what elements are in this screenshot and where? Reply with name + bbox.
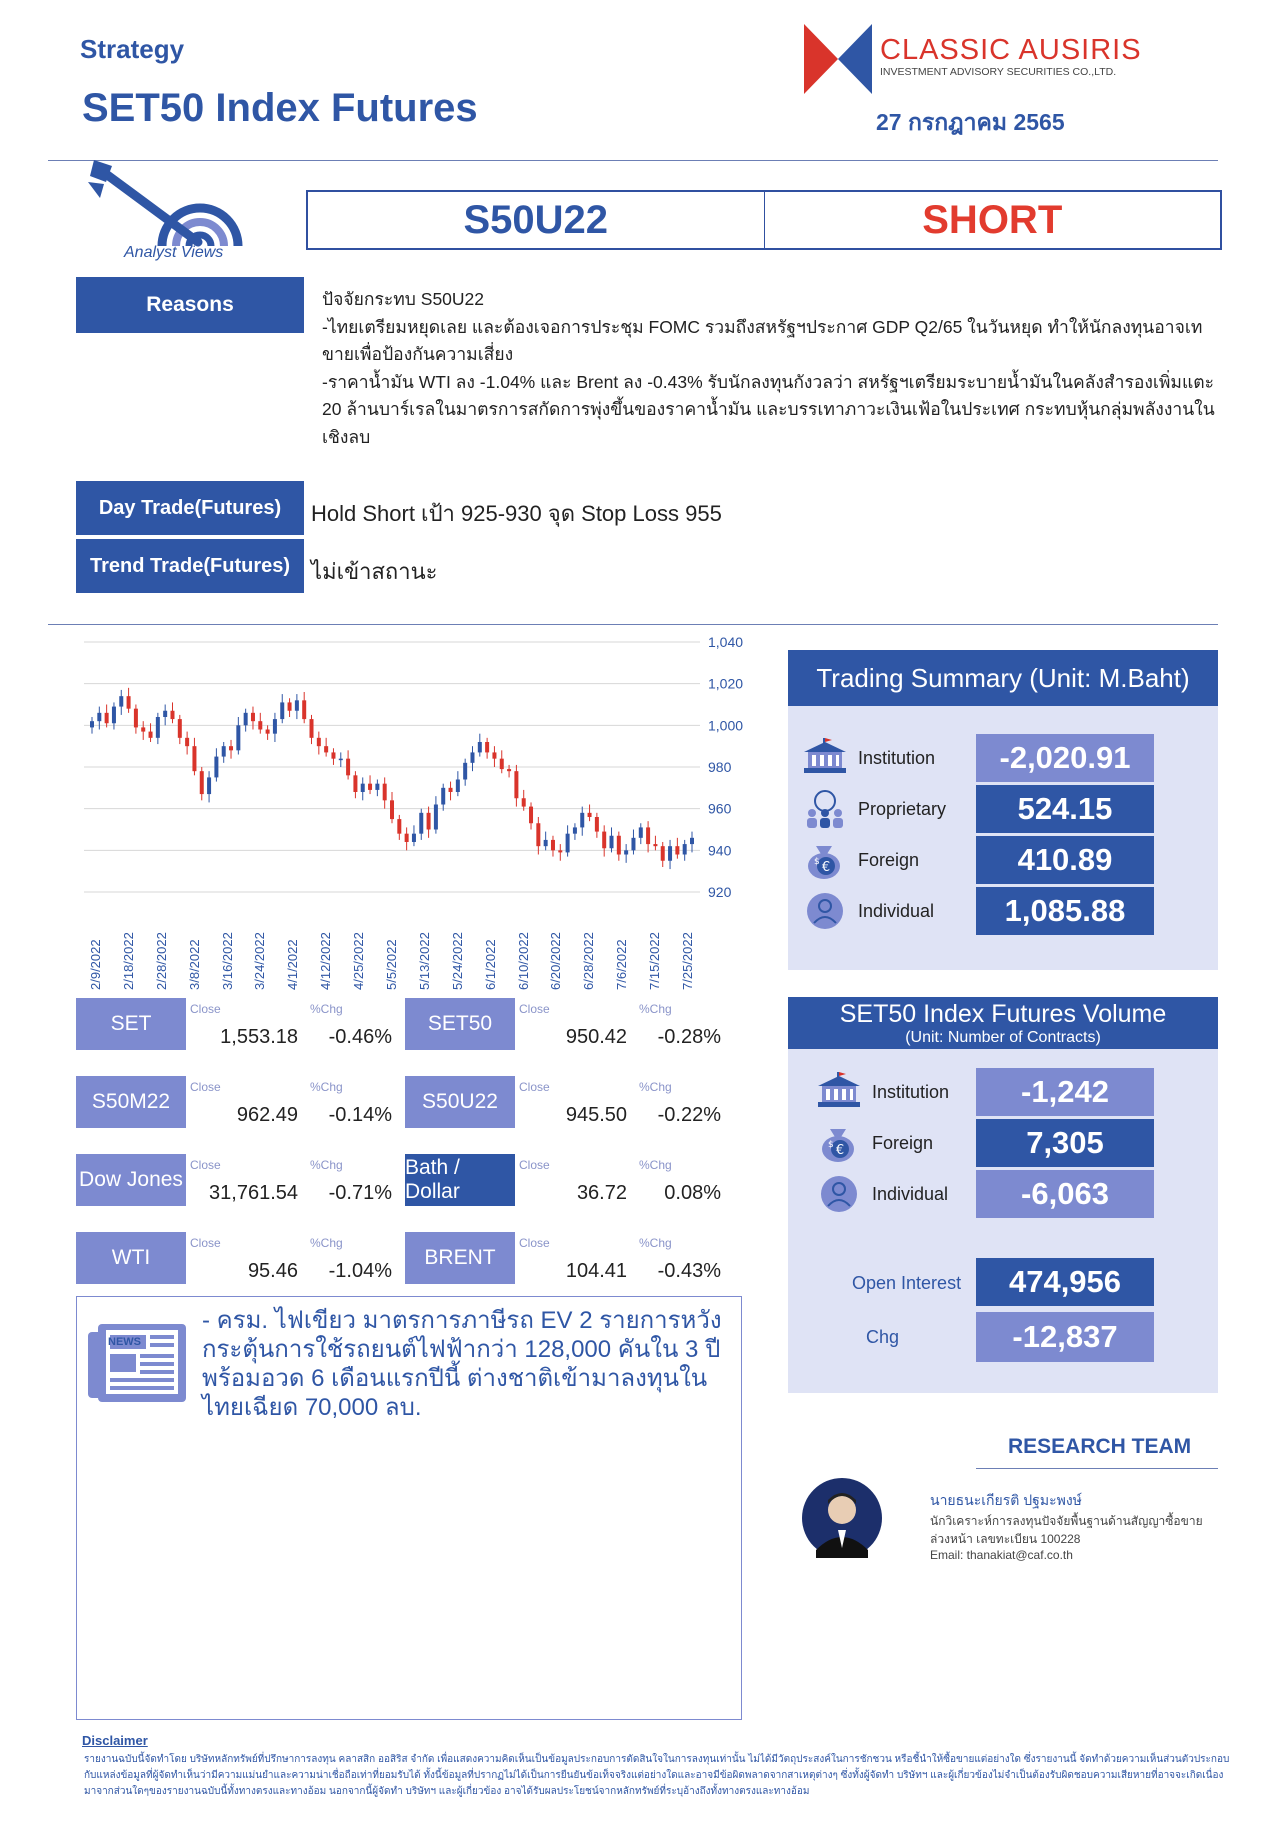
chart-x-tick: 3/16/2022: [219, 932, 235, 990]
candle-body: [97, 713, 101, 721]
candle-body: [478, 742, 482, 752]
person-icon: [802, 891, 848, 936]
open-interest-label: Open Interest: [852, 1273, 962, 1293]
candle-body: [317, 738, 321, 746]
candle-body: [573, 827, 577, 833]
research-team-title: RESEARCH TEAM: [1008, 1435, 1192, 1458]
trend-trade-text: ไม่เข้าสถานะ: [311, 559, 438, 584]
candle-body: [514, 771, 518, 798]
candle-body: [507, 769, 511, 771]
team-icon: [802, 789, 848, 834]
trading-summary-title: Trading Summary (Unit: M.Baht): [788, 650, 1218, 706]
chart-y-tick: 920: [708, 884, 732, 900]
candle-body: [485, 742, 489, 752]
summary-row-label: Foreign: [858, 850, 920, 870]
candle-body: [412, 834, 416, 842]
oi-chg-value: -12,837: [976, 1312, 1154, 1362]
chart-y-tick: 940: [708, 842, 732, 859]
chart-y-tick: 1,040: [708, 634, 744, 650]
candle-body: [368, 784, 372, 790]
summary-row-label: Individual: [858, 901, 935, 921]
candle-body: [375, 784, 379, 790]
candle-body: [690, 838, 694, 844]
set50-candlestick-chart: [70, 630, 744, 990]
disclaimer-text: รายงานฉบับนี้จัดทำโดย บริษัทหลักทรัพย์ที่ปรึกษาการลงทุน คลาสสิก ออสิริส จำกัด เพื่อแสดงความคิดเห็นเป็นข้อมูลประกอบการตัดสินใจในการลงทุนเท่านั้น ไม่ได้มีวัตถุประสงค์ในการชักชวน หรือชี้นำให้ซื้อขายแต่อย่างใด ซึ่งรายงานนี้ จัดทำด้วยความเห็นส่วนตัวประกอบกับแหล่งข้อมูลที่ผู้จัดทำเห็นว่ามีความแม่นยำและความน่าเชื่อถือเท่าที่ยอมรับได้ ทั้งนี้ข้อมูลที่ปรากฏไม่ได้เป็นการยืนยันข้อเท็จจริงแต่อย่างใดและอาจมีข้อผิดพลาดจากสาเหตุต่างๆ ซึ่งทั้งผู้จัดทำ บริษัทฯ และผู้เกี่ยวข้องไม่จำเป็นต้องรับผิดชอบความเสียหายที่อาจจะเกิดเนื่องมาจากส่วนใดๆของรายงานฉบับนี้ทั้งทางตรงและทางอ้อม นอกจากนี้ผู้จัดทำ บริษัทฯ และผู้เกี่ยวข้อง อาจได้รับผลประโยชน์จากหลักทรัพย์ที่ระบุอ้างถึงทั้งทางตรงและทางอ้อม: [84, 1754, 1230, 1797]
candle-body: [178, 719, 182, 738]
quote-name: SET: [76, 998, 186, 1050]
oi-chg-label: Chg: [866, 1327, 900, 1347]
quote-close-value: 36.72: [576, 1182, 627, 1204]
candle-body: [463, 763, 467, 780]
candle-body: [258, 721, 262, 729]
reason-line: -ไทยเตรียมหยุดเลย และต้องเจอการประชุม FOMC รวมถึงสหรัฐฯประกาศ GDP Q2/65 ในวันหยุด ทำให้นักลงทุนอาจเทขายเพื่อป้องกันความเสี่ยง: [322, 316, 1203, 364]
candle-body: [163, 711, 167, 717]
candle-body: [302, 700, 306, 719]
summary-row-label: Foreign: [872, 1133, 934, 1153]
reasons-text: [322, 286, 1232, 451]
candle-body: [646, 827, 650, 844]
bank-icon: [802, 738, 848, 779]
candle-body: [588, 813, 592, 817]
news-text: - ครม. ไฟเขียว มาตรการภาษีรถ EV 2 รายการหวังกระตุ้นการใช้รถยนต์ไฟฟ้ากว่า 128,000 คันใน 3 ปี พร้อมอวด 6 เดือนแรกปีนี้ ต่างชาติเข้ามาลงทุนในไทยเฉียด 70,000 ลบ.: [202, 1307, 722, 1421]
candle-body: [419, 813, 423, 834]
report-date: 27 กรกฎาคม 2565: [876, 109, 1065, 135]
quote-close-label: Close: [519, 1080, 550, 1094]
candle-body: [119, 696, 123, 706]
chart-x-tick: 5/24/2022: [449, 932, 465, 990]
candle-body: [580, 813, 584, 828]
quote-name: S50U22: [405, 1076, 515, 1128]
candle-body: [675, 846, 679, 854]
candle-body: [653, 844, 657, 846]
candle-body: [331, 752, 335, 758]
bank-icon: [816, 1072, 862, 1113]
disclaimer-title: Disclaimer: [82, 1733, 148, 1748]
candle-body: [383, 784, 387, 801]
section-label: Strategy: [80, 34, 185, 64]
futures-volume-title: SET50 Index Futures Volume: [839, 1000, 1167, 1028]
quote-close-label: Close: [190, 1080, 221, 1094]
quote-close-label: Close: [190, 1002, 221, 1016]
chart-x-tick: 3/8/2022: [186, 939, 202, 990]
quote-chg-label: %Chg: [310, 1002, 343, 1016]
candle-body: [346, 759, 350, 776]
candle-body: [441, 788, 445, 805]
divider: [48, 624, 1218, 625]
candle-body: [295, 700, 299, 710]
chart-y-tick: 1,000: [708, 717, 744, 734]
quote-chg-label: %Chg: [639, 1002, 672, 1016]
candle-body: [192, 746, 196, 771]
quote-name: BRENT: [405, 1232, 515, 1284]
summary-row-value: 524.15: [976, 785, 1154, 833]
candle-body: [639, 827, 643, 837]
person-icon: [816, 1174, 862, 1219]
candle-body: [273, 719, 277, 734]
candle-body: [170, 711, 174, 719]
quote-close-label: Close: [190, 1158, 221, 1172]
candle-body: [353, 775, 357, 792]
quote-name: Bath / Dollar: [405, 1154, 515, 1206]
day-trade-label: Day Trade(Futures): [76, 481, 304, 535]
contract-position: SHORT: [922, 197, 1063, 242]
quote-name: SET50: [405, 998, 515, 1050]
candle-body: [149, 732, 153, 738]
brand-subtitle: INVESTMENT ADVISORY SECURITIES CO.,LTD.: [880, 66, 1117, 78]
divider: [976, 1468, 1218, 1469]
quote-close-value: 95.46: [247, 1260, 298, 1282]
reason-line: -ราคาน้ำมัน WTI ลง -1.04% และ Brent ลง -0.43% รับนักลงทุนกังวลว่า สหรัฐฯเตรียมระบายน้ำมันในคลังสำรองเพิ่มแตะ 20 ล้านบาร์เรลในมาตรการสกัดการพุ่งขึ้นของราคาน้ำมัน และบรรเทาภาวะเงินเฟ้อในประเทศ กระทบหุ้นกลุ่มพลังงานในเชิงลบ: [322, 371, 1215, 447]
svg-text:$: $: [814, 857, 820, 867]
chart-y-tick: 1,020: [708, 675, 744, 692]
quote-chg-value: -0.28%: [657, 1026, 721, 1048]
candle-body: [668, 846, 672, 861]
chart-x-tick: 7/25/2022: [680, 932, 695, 990]
candle-body: [617, 836, 621, 855]
analyst-license: ล่วงหน้า เลขทะเบียน 100228: [930, 1532, 1081, 1546]
chart-x-tick: 7/15/2022: [647, 932, 663, 990]
candle-body: [134, 709, 138, 728]
chart-x-tick: 6/20/2022: [548, 932, 564, 990]
futures-volume-header: [788, 997, 1218, 1049]
summary-row-value: -2,020.91: [976, 734, 1154, 782]
quote-name: S50M22: [76, 1076, 186, 1128]
chart-x-tick: 2/18/2022: [120, 932, 136, 990]
chart-x-tick: 3/24/2022: [252, 932, 268, 990]
candle-body: [324, 746, 328, 752]
open-interest-value: 474,956: [976, 1258, 1154, 1306]
candle-body: [405, 834, 409, 842]
candle-body: [244, 713, 248, 726]
quote-close-value: 962.49: [236, 1104, 298, 1126]
candle-body: [544, 840, 548, 846]
quote-chg-label: %Chg: [639, 1080, 672, 1094]
quote-chg-value: 0.08%: [664, 1182, 721, 1204]
newspaper-icon: [88, 1322, 188, 1404]
quote-name: Dow Jones: [76, 1154, 186, 1206]
summary-row-value: -6,063: [976, 1170, 1154, 1218]
chart-x-tick: 5/5/2022: [384, 939, 399, 990]
chart-x-tick: 7/6/2022: [614, 939, 630, 990]
chart-x-tick: 6/1/2022: [482, 939, 498, 990]
candle-body: [361, 784, 365, 792]
quote-chg-label: %Chg: [310, 1236, 343, 1250]
quote-chg-value: -0.14%: [328, 1104, 392, 1126]
page-title: SET50 Index Futures: [82, 86, 478, 130]
reasons-label: Reasons: [76, 277, 304, 333]
candle-body: [610, 836, 614, 849]
candle-body: [661, 846, 665, 861]
candle-body: [602, 832, 606, 849]
chart-x-tick: 6/10/2022: [515, 932, 531, 990]
candle-body: [222, 746, 226, 756]
chart-y-tick: 980: [708, 759, 732, 775]
candle-body: [207, 777, 211, 794]
summary-row-value: 7,305: [976, 1119, 1154, 1167]
news-icon-label: NEWS: [108, 1336, 141, 1348]
chart-x-tick: 2/28/2022: [153, 932, 169, 990]
candle-body: [470, 752, 474, 762]
summary-row-label: Institution: [872, 1082, 950, 1102]
candle-body: [492, 752, 496, 758]
chart-x-tick: 4/25/2022: [351, 932, 367, 990]
candle-body: [683, 844, 687, 854]
candle-body: [214, 757, 218, 778]
quote-close-label: Close: [190, 1236, 221, 1250]
candle-body: [456, 780, 460, 793]
money-bag-icon: [802, 840, 848, 885]
quote-chg-label: %Chg: [639, 1158, 672, 1172]
candle-body: [288, 702, 292, 710]
analyst-photo-avatar: [802, 1478, 882, 1558]
candle-body: [105, 713, 109, 723]
analyst-position: นักวิเคราะห์การลงทุนปัจจัยพื้นฐานด้านสัญญาซื้อขาย: [930, 1514, 1203, 1528]
candle-body: [156, 717, 160, 738]
summary-row-label: Individual: [872, 1184, 949, 1204]
quote-chg-label: %Chg: [310, 1158, 343, 1172]
reason-line: ปัจจัยกระทบ S50U22: [322, 289, 485, 309]
quote-close-value: 31,761.54: [209, 1182, 298, 1204]
candle-body: [558, 850, 562, 852]
chart-x-tick: 6/28/2022: [581, 932, 597, 990]
svg-text:$: $: [828, 1140, 834, 1150]
candle-body: [266, 730, 270, 734]
quote-chg-value: -0.22%: [657, 1104, 721, 1126]
candle-body: [90, 721, 94, 727]
brand-name: CLASSIC AUSIRIS: [880, 34, 1142, 66]
analyst-views-label: Analyst Views: [124, 244, 224, 261]
candle-body: [200, 771, 204, 794]
chart-x-tick: 4/1/2022: [285, 939, 301, 990]
contract-symbol: S50U22: [308, 192, 765, 248]
brand-logo-icon: [804, 24, 872, 94]
futures-volume-subtitle: (Unit: Number of Contracts): [905, 1029, 1101, 1046]
candle-body: [536, 823, 540, 846]
candle-body: [529, 807, 533, 824]
candle-body: [551, 840, 555, 850]
quote-chg-label: %Chg: [639, 1236, 672, 1250]
candle-body: [339, 759, 343, 761]
candle-body: [229, 746, 233, 750]
contract-box: [306, 190, 1222, 250]
candle-body: [624, 850, 628, 854]
quote-close-value: 945.50: [565, 1104, 627, 1126]
quote-close-value: 1,553.18: [220, 1026, 298, 1048]
candle-body: [434, 805, 438, 830]
candle-body: [251, 713, 255, 721]
quote-chg-value: -0.46%: [328, 1026, 392, 1048]
candle-body: [141, 727, 145, 731]
candle-body: [397, 819, 401, 834]
candle-body: [310, 719, 314, 738]
quote-chg-value: -0.71%: [328, 1182, 392, 1204]
trend-trade-label: Trend Trade(Futures): [76, 539, 304, 593]
candle-body: [127, 696, 131, 709]
svg-text:€: €: [821, 860, 831, 875]
chart-x-tick: 2/9/2022: [88, 939, 103, 990]
summary-row-value: 1,085.88: [976, 887, 1154, 935]
chart-y-tick: 960: [708, 800, 732, 817]
analyst-email[interactable]: Email: thanakiat@caf.co.th: [930, 1548, 1073, 1562]
summary-row-label: Institution: [858, 748, 936, 768]
candle-body: [280, 702, 284, 719]
candle-body: [236, 725, 240, 750]
candle-body: [595, 817, 599, 832]
summary-row-label: Proprietary: [858, 799, 947, 819]
quote-chg-value: -0.43%: [657, 1260, 721, 1282]
svg-text:€: €: [835, 1143, 845, 1158]
quote-chg-value: -1.04%: [328, 1260, 392, 1282]
candle-body: [631, 838, 635, 851]
quote-close-value: 950.42: [565, 1026, 627, 1048]
candle-body: [522, 798, 526, 806]
candle-body: [185, 738, 189, 746]
chart-x-tick: 4/12/2022: [318, 932, 334, 990]
candle-body: [500, 759, 504, 769]
chart-x-tick: 5/13/2022: [416, 932, 432, 990]
summary-row-value: 410.89: [976, 836, 1154, 884]
money-bag-icon: [816, 1123, 862, 1168]
day-trade-text: Hold Short เป้า 925-930 จุด Stop Loss 955: [311, 501, 722, 526]
candle-body: [449, 788, 453, 792]
quote-close-label: Close: [519, 1158, 550, 1172]
candle-body: [390, 800, 394, 819]
quote-close-value: 104.41: [565, 1260, 627, 1282]
quote-chg-label: %Chg: [310, 1080, 343, 1094]
summary-row-value: -1,242: [976, 1068, 1154, 1116]
candle-body: [112, 707, 116, 724]
quote-close-label: Close: [519, 1236, 550, 1250]
analyst-name: นายธนะเกียรติ ปฐมะพงษ์: [930, 1492, 1082, 1508]
candle-body: [427, 813, 431, 830]
candle-body: [566, 834, 570, 853]
quote-name: WTI: [76, 1232, 186, 1284]
quote-close-label: Close: [519, 1002, 550, 1016]
